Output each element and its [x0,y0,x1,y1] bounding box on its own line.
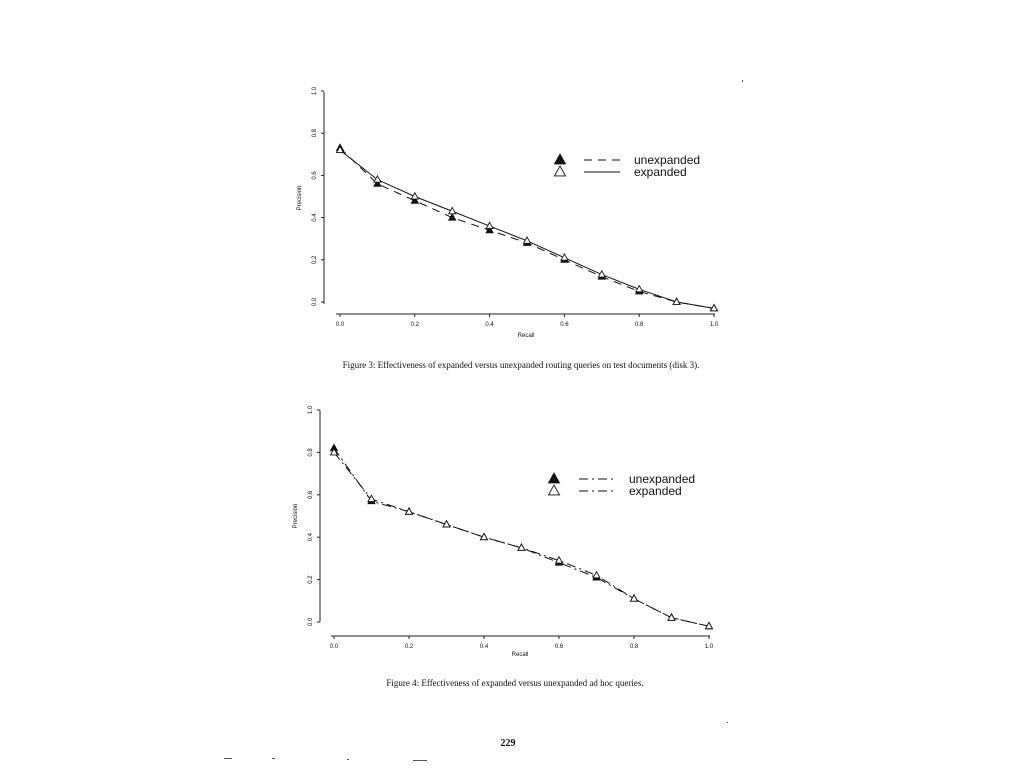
x-tick-label: 0.6 [554,644,564,650]
x-tick-label: 0.8 [629,644,639,650]
x-tick-label: 0.0 [335,322,345,328]
y-tick-label: 1.0 [308,405,314,415]
legend-label-expanded: expanded [629,484,682,498]
x-tick-label: 0.2 [404,644,414,650]
figure-3-chart [297,86,719,339]
legend-marker-unexpanded [549,473,560,483]
y-tick-label: 0.6 [308,490,314,499]
x-tick-label: 0.4 [479,644,489,650]
y-tick-label: 0.0 [308,617,314,627]
figure-3-x-axis-label: Recall [517,333,535,339]
y-tick-label: 0.2 [308,575,314,584]
y-tick-label: 0.0 [312,297,318,307]
legend-label-expanded: expanded [634,165,687,179]
x-tick-label: 0.6 [560,322,569,328]
scan-marks [224,80,743,761]
data-point-expanded [593,572,600,578]
legend-label-unexpanded: unexpanded [629,472,696,486]
page-number: 229 [500,738,516,749]
legend-label-unexpanded: unexpanded [634,153,701,167]
x-tick-label: 1.0 [704,644,714,650]
data-point-expanded [668,614,675,620]
x-tick-label: 0.4 [485,322,494,328]
y-tick-label: 0.2 [312,255,318,264]
figure-4-y-axis-label: Precision [293,503,299,529]
x-tick-label: 0.8 [635,322,644,328]
data-point-expanded [631,595,638,601]
figure-4-x-axis-label: Recall [511,652,529,658]
y-tick-label: 0.4 [312,213,318,222]
legend-marker-unexpanded [555,154,566,164]
y-tick-label: 0.8 [312,129,318,138]
legend-marker-expanded [549,485,560,495]
figure-3-caption: Figure 3: Effectiveness of expanded versus unexpanded routing queries on test documents (disk 3). [342,360,700,370]
y-tick-label: 0.4 [308,533,314,542]
figure-4-caption: Figure 4: Effectiveness of expanded versus unexpanded ad hoc queries. [386,678,644,688]
x-tick-label: 1.0 [709,322,719,328]
figure-3-legend [555,153,701,179]
figure-3-y-axis-label: Precision [297,185,303,211]
legend-marker-expanded [555,166,566,176]
x-tick-label: 0.2 [410,322,419,328]
y-tick-label: 1.0 [312,86,318,96]
x-tick-label: 0.0 [329,644,339,650]
data-point-expanded [374,176,381,182]
figure-4-legend [549,472,696,498]
y-tick-label: 0.6 [312,171,318,180]
y-tick-label: 0.8 [308,448,314,457]
figure-4-chart [293,405,714,658]
